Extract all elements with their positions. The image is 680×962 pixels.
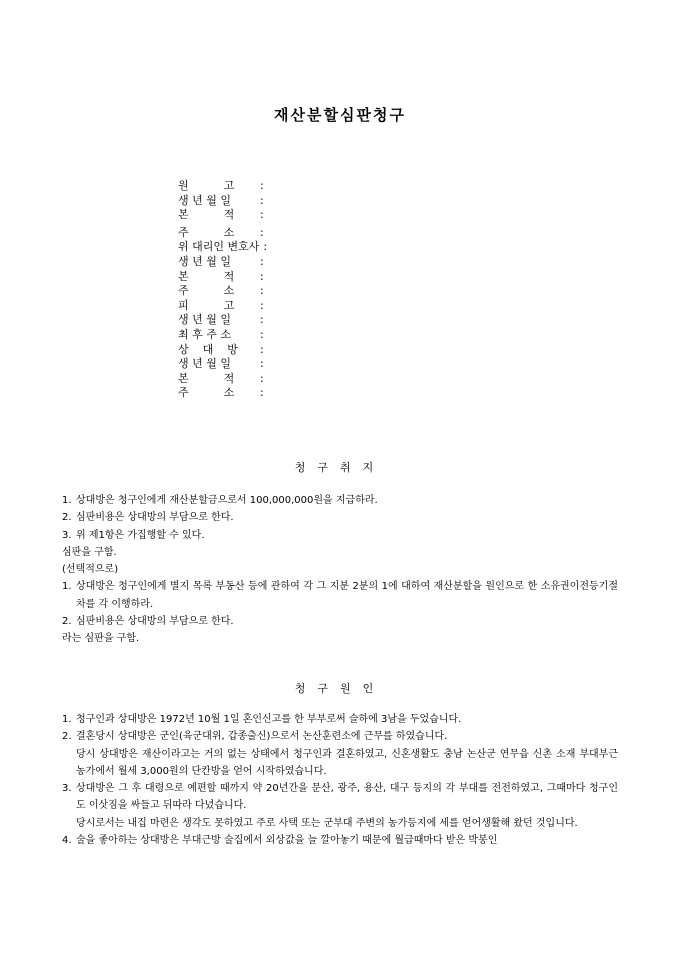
- item-text: 심판비용은 상대방의 부담으로 한다.: [76, 616, 234, 628]
- item-number: 2.: [62, 731, 72, 743]
- item-text: 위 제1항은 가집행할 수 있다.: [76, 529, 205, 541]
- party-row: [178, 240, 267, 255]
- cause-item: [62, 832, 618, 849]
- item-number: 4.: [62, 835, 72, 847]
- numbered-item: [62, 613, 618, 630]
- party-label: 본 적: [178, 208, 235, 222]
- cause-paragraph: 술을 좋아하는 상대방은 부대근방 술집에서 외상값을 늘 깔아놓기 때문에 월급때마다 받은 박봉인: [76, 835, 498, 847]
- numbered-item: [62, 527, 618, 544]
- party-label: 위 대리인 변호사: [178, 240, 260, 254]
- item-text: 상대방은 청구인에게 별지 목록 부동산 등에 관하여 각 그 지분 2분의 1에 대하여 재산분할을 원인으로 한 소유권이전등기절차를 각 이행하라.: [76, 581, 618, 610]
- item-text: 심판비용은 상대방의 부담으로 한다.: [76, 512, 234, 524]
- cause-paragraph: 당시 상대방은 재산이라고는 거의 없는 상태에서 청구인과 결혼하였고, 신혼생활도 충남 논산군 연무읍 신촌 소재 부대부근 농가에서 월세 3,000원의 단칸방을 얻어 시작하였습니다.: [76, 748, 618, 777]
- cause-heading-text: 청구원인: [294, 682, 386, 695]
- numbered-item: [62, 578, 618, 613]
- cause-heading: [0, 680, 680, 696]
- purpose-alt-items: [62, 578, 618, 630]
- party-row: [178, 328, 267, 343]
- party-label: 상 대 방: [178, 342, 238, 356]
- party-colon: :: [260, 298, 264, 312]
- party-colon: :: [260, 269, 264, 283]
- item-number: 1.: [62, 581, 72, 593]
- party-list: [178, 179, 267, 401]
- party-row: [178, 357, 267, 372]
- party-row: [178, 208, 267, 223]
- party-label: 주 소: [178, 386, 235, 400]
- cause-paragraph: 당시로서는 내집 마련은 생각도 못하였고 주로 사택 또는 군부대 주변의 농가등지에 세를 얻어생활해 왔던 것입니다.: [76, 817, 578, 829]
- cause-paragraph: 상대방은 그 후 대령으로 예편할 때까지 약 20년간을 문산, 광주, 용산, 대구 등지의 각 부대를 전전하였고, 그때마다 청구인도 이삿짐을 싸들고 뒤따라 다녔습니다.: [76, 783, 618, 812]
- party-row: [178, 270, 267, 285]
- party-row: [178, 194, 267, 209]
- numbered-item: [62, 509, 618, 526]
- party-colon: :: [260, 284, 264, 298]
- party-colon: :: [260, 342, 264, 356]
- cause-item: [62, 780, 618, 832]
- party-row: [178, 343, 267, 358]
- party-colon: :: [260, 179, 264, 192]
- party-row: [178, 372, 267, 387]
- document-title: 재산분할심판청구: [274, 106, 406, 124]
- party-row: [178, 255, 267, 270]
- party-label: 최 후 주 소: [178, 327, 231, 341]
- party-label: 생 년 월 일: [178, 313, 231, 327]
- item-number: 1.: [62, 495, 72, 506]
- party-label: 본 적: [178, 371, 235, 385]
- item-number: 3.: [62, 529, 72, 541]
- cause-item: [62, 728, 618, 780]
- purpose-heading: [0, 459, 680, 475]
- party-label: 본 적: [178, 269, 235, 283]
- item-number: 2.: [62, 616, 72, 628]
- item-number: 2.: [62, 512, 72, 524]
- party-colon: :: [260, 193, 264, 207]
- cause-body: [62, 711, 618, 849]
- purpose-items: [62, 492, 618, 544]
- item-number: 1.: [62, 714, 72, 725]
- item-number: 3.: [62, 783, 72, 795]
- party-colon: :: [263, 240, 268, 254]
- party-label: 주 소: [178, 225, 235, 239]
- party-colon: :: [260, 386, 264, 400]
- party-row: [178, 226, 267, 241]
- purpose-heading-text: 청구취지: [294, 461, 386, 474]
- party-label: 생 년 월 일: [178, 193, 231, 207]
- party-row: [178, 313, 267, 328]
- purpose-closing: 라는 심판을 구함.: [62, 633, 140, 645]
- purpose-line-2: (선택적으로): [62, 564, 119, 576]
- party-row: [178, 299, 267, 314]
- party-label: 생 년 월 일: [178, 254, 231, 268]
- party-colon: :: [260, 357, 264, 371]
- party-colon: :: [260, 371, 264, 385]
- party-colon: :: [260, 208, 264, 222]
- item-text: 상대방은 청구인에게 재산분할금으로서 100,000,000원을 지급하라.: [76, 495, 378, 506]
- party-label: 주 소: [178, 284, 235, 298]
- party-label: 생 년 월 일: [178, 357, 231, 371]
- party-row: [178, 179, 267, 194]
- cause-item: [62, 711, 618, 728]
- cause-paragraph: 청구인과 상대방은 1972년 10월 1일 혼인신고를 한 부부로써 슬하에 3남을 두었습니다.: [76, 714, 462, 725]
- party-label: 피 고: [178, 298, 235, 312]
- party-colon: :: [260, 327, 264, 341]
- party-colon: :: [260, 313, 264, 327]
- purpose-line-1: 심판을 구함.: [62, 546, 117, 558]
- numbered-item: [62, 492, 618, 509]
- party-row: [178, 284, 267, 299]
- party-colon: :: [260, 225, 264, 239]
- party-row: [178, 386, 267, 401]
- cause-paragraph: 결혼당시 상대방은 군인(육군대위, 갑종출신)으로서 논산훈련소에 근무를 하였습니다.: [76, 731, 448, 743]
- party-label: 원 고: [178, 179, 235, 192]
- party-colon: :: [260, 254, 264, 268]
- purpose-body: [62, 492, 618, 648]
